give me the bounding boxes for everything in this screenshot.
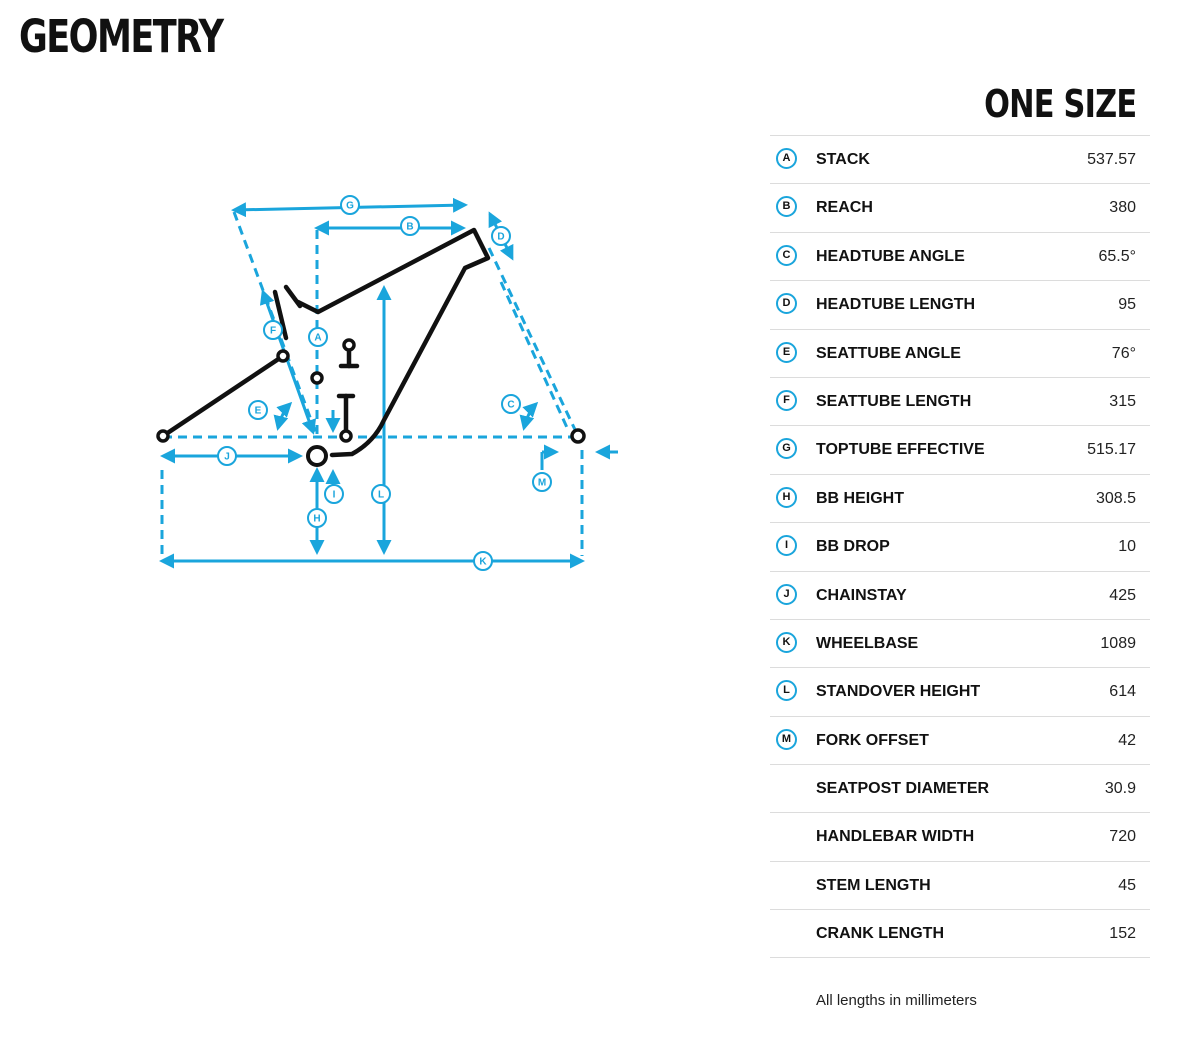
row-value: 95 <box>1118 296 1136 314</box>
dimension-arrows <box>162 214 618 561</box>
svg-text:A: A <box>314 332 322 344</box>
row-label: STEM LENGTH <box>816 876 931 894</box>
dimension-badge: H <box>776 487 797 508</box>
table-row <box>770 232 1150 280</box>
row-value: 42 <box>1118 731 1136 749</box>
dimension-badge: M <box>776 729 797 750</box>
row-label: CRANK LENGTH <box>816 925 944 943</box>
table-row <box>770 135 1150 183</box>
table-row <box>770 909 1150 957</box>
dimension-lines <box>162 205 582 556</box>
row-value: 45 <box>1118 876 1136 894</box>
badge-k <box>474 552 492 570</box>
table-row <box>770 764 1150 812</box>
row-label: BB DROP <box>816 538 890 556</box>
badge-m <box>533 473 551 491</box>
dimension-badge: F <box>776 390 797 411</box>
dimension-badge: A <box>776 148 797 169</box>
svg-text:C: C <box>507 399 515 411</box>
svg-text:E: E <box>254 405 262 417</box>
dimension-badge: J <box>776 584 797 605</box>
row-label: HEADTUBE LENGTH <box>816 296 976 314</box>
row-value: 30.9 <box>1104 780 1136 798</box>
svg-text:M: M <box>537 477 547 489</box>
row-value: 425 <box>1109 586 1136 604</box>
svg-text:J: J <box>224 451 230 463</box>
row-label: SEATTUBE LENGTH <box>816 392 972 410</box>
geometry-diagram <box>0 0 760 620</box>
row-value: 1089 <box>1100 634 1136 652</box>
dimension-badge: E <box>776 342 797 363</box>
svg-text:L: L <box>377 489 385 501</box>
row-value: 65.5° <box>1098 247 1136 265</box>
geometry-table <box>770 135 1150 958</box>
table-row <box>770 474 1150 522</box>
row-label: WHEELBASE <box>816 634 919 652</box>
table-row <box>770 716 1150 764</box>
dimension-badge: K <box>776 632 797 653</box>
row-label: HEADTUBE ANGLE <box>816 247 965 265</box>
badge-d <box>492 227 510 245</box>
table-row <box>770 571 1150 619</box>
table-row <box>770 861 1150 909</box>
badge-g <box>341 196 359 214</box>
dimension-badge: L <box>776 680 797 701</box>
size-header <box>770 80 1136 130</box>
row-label: BB HEIGHT <box>816 489 904 507</box>
row-label: STACK <box>816 151 870 168</box>
row-value: 315 <box>1109 392 1136 410</box>
row-value: 720 <box>1109 828 1136 846</box>
row-value: 537.57 <box>1087 151 1136 168</box>
svg-text:K: K <box>479 556 487 568</box>
row-value: 515.17 <box>1087 441 1136 459</box>
row-label: HANDLEBAR WIDTH <box>816 828 975 846</box>
svg-text:F: F <box>269 325 277 337</box>
row-value: 308.5 <box>1095 489 1136 507</box>
table-row <box>770 183 1150 231</box>
row-value: 380 <box>1109 199 1136 217</box>
table-row <box>770 667 1150 715</box>
dimension-badge: C <box>776 245 797 266</box>
svg-text:H: H <box>313 513 321 525</box>
svg-text:D: D <box>497 231 505 243</box>
table-row <box>770 425 1150 473</box>
svg-text:G: G <box>346 200 354 212</box>
table-row <box>770 280 1150 328</box>
row-label: CHAINSTAY <box>816 586 907 604</box>
row-value: 152 <box>1109 925 1136 943</box>
badge-h <box>308 509 326 527</box>
table-row <box>770 812 1150 860</box>
table-row <box>770 329 1150 377</box>
row-label: SEATTUBE ANGLE <box>816 344 961 362</box>
badge-j <box>218 447 236 465</box>
row-value: 76° <box>1111 344 1136 362</box>
badge-c <box>502 395 520 413</box>
dimension-badge: G <box>776 438 797 459</box>
row-value: 10 <box>1118 538 1136 556</box>
badge-b <box>401 217 419 235</box>
size-label: ONE SIZE <box>983 82 1136 126</box>
dimension-badge: D <box>776 293 797 314</box>
badge-a <box>309 328 327 346</box>
dimension-badge: I <box>776 535 797 556</box>
badge-i <box>325 485 343 503</box>
row-value: 614 <box>1109 683 1136 701</box>
row-label: FORK OFFSET <box>816 731 929 749</box>
row-label: TOPTUBE EFFECTIVE <box>816 441 985 459</box>
badge-e <box>249 401 267 419</box>
table-row <box>770 522 1150 570</box>
dimension-badge: B <box>776 196 797 217</box>
row-label: REACH <box>816 199 873 217</box>
svg-text:B: B <box>406 221 414 233</box>
units-footnote: All lengths in millimeters <box>816 992 977 1009</box>
badge-f <box>264 321 282 339</box>
svg-text:I: I <box>332 489 336 501</box>
badge-l <box>372 485 390 503</box>
page-title: GEOMETRY <box>19 10 223 63</box>
row-label: STANDOVER HEIGHT <box>816 683 981 701</box>
row-label: SEATPOST DIAMETER <box>816 780 990 798</box>
table-row <box>770 619 1150 667</box>
table-row <box>770 377 1150 425</box>
